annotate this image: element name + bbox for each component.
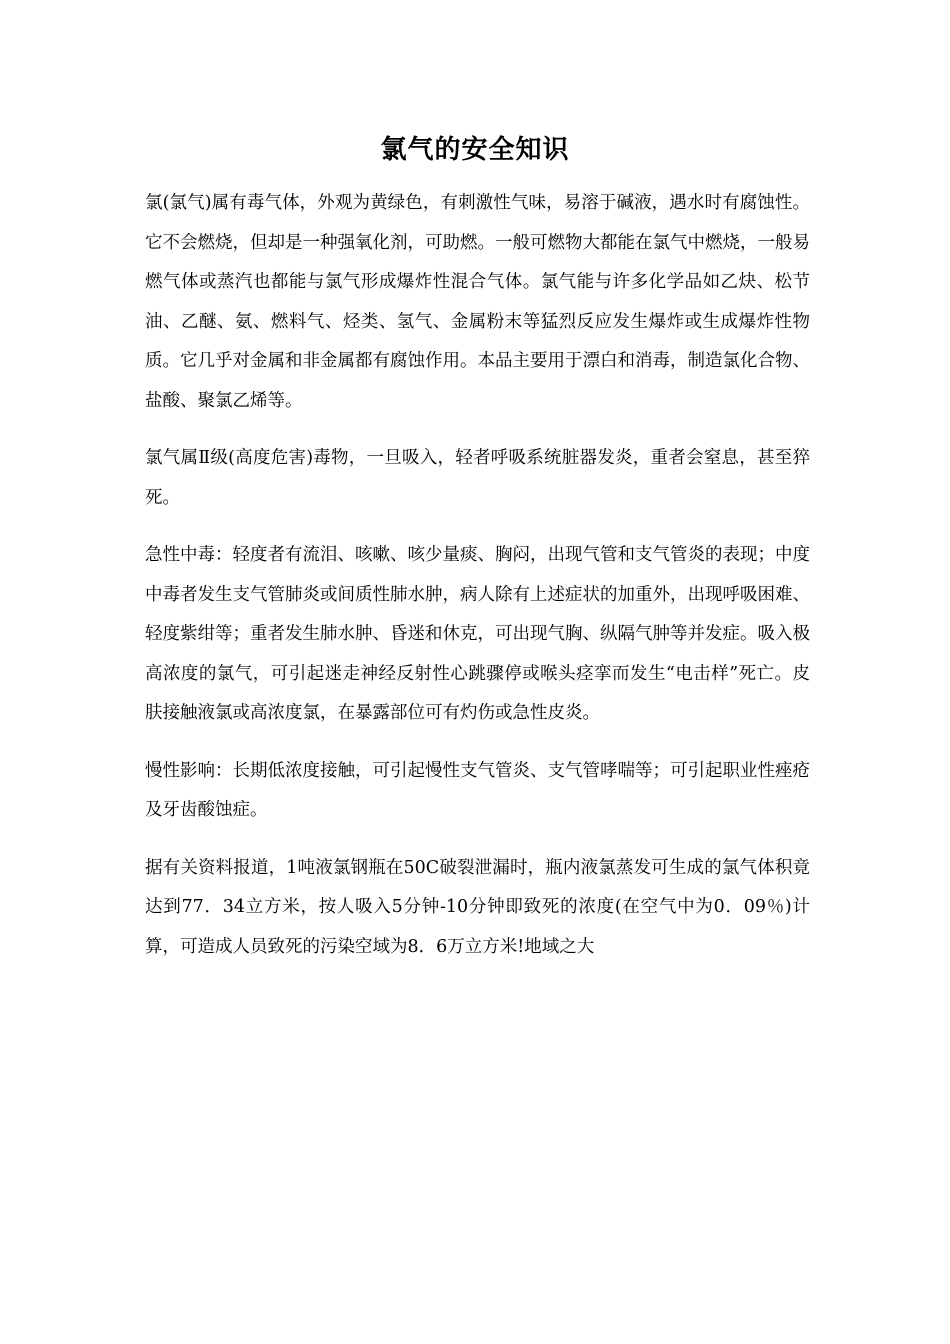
paragraph-properties: 氯(氯气)属有毒气体，外观为黄绿色，有刺激性气味，易溶于碱液，遇水时有腐蚀性。它不会燃烧，但却是一种强氧化剂，可助燃。一般可燃物大都能在氯气中燃烧，一般易燃气体或蒸汽也都能与氯气形成爆炸性混合气体。氯气能与许多化学品如乙炔、松节油、乙醚、氨、燃料气、烃类、氢气、金属粉末等猛烈反应发生爆炸或生成爆炸性物质。它几乎对金属和非金属都有腐蚀作用。本品主要用于漂白和消毒，制造氯化合物、盐酸、聚氯乙烯等。	[145, 193, 810, 411]
document-body	[145, 184, 810, 985]
paragraph-toxicity-class: 氯气属Ⅱ级(高度危害)毒物，一旦吸入，轻者呼吸系统脏器发炎，重者会窒息，甚至猝死。	[145, 448, 810, 508]
document-title: 氯气的安全知识	[380, 135, 570, 165]
paragraph-acute-poisoning: 急性中毒：轻度者有流泪、咳嗽、咳少量痰、胸闷，出现气管和支气管炎的表现；中度中毒者发生支气管肺炎或间质性肺水肿，病人除有上述症状的加重外，出现呼吸困难、轻度紫绀等；重者发生肺水肿、昏迷和休克，可出现气胸、纵隔气肿等并发症。吸入极高浓度的氯气，可引起迷走神经反射性心跳骤停或喉头痉挛而发生“电击样”死亡。皮肤接触液氯或高浓度氯，在暴露部位可有灼伤或急性皮炎。	[145, 545, 810, 723]
paragraph-leak-statistics: 据有关资料报道，1吨液氯钢瓶在50C破裂泄漏时，瓶内液氯蒸发可生成的氯气体积竟达到77．34立方米，按人吸入5分钟-10分钟即致死的浓度(在空气中为0．09％)计算，可造成人员致死的污染空域为8．6万立方米!地域之大	[145, 857, 810, 957]
paragraph-chronic-effects: 慢性影响：长期低浓度接触，可引起慢性支气管炎、支气管哮喘等；可引起职业性痤疮及牙齿酸蚀症。	[145, 760, 810, 820]
